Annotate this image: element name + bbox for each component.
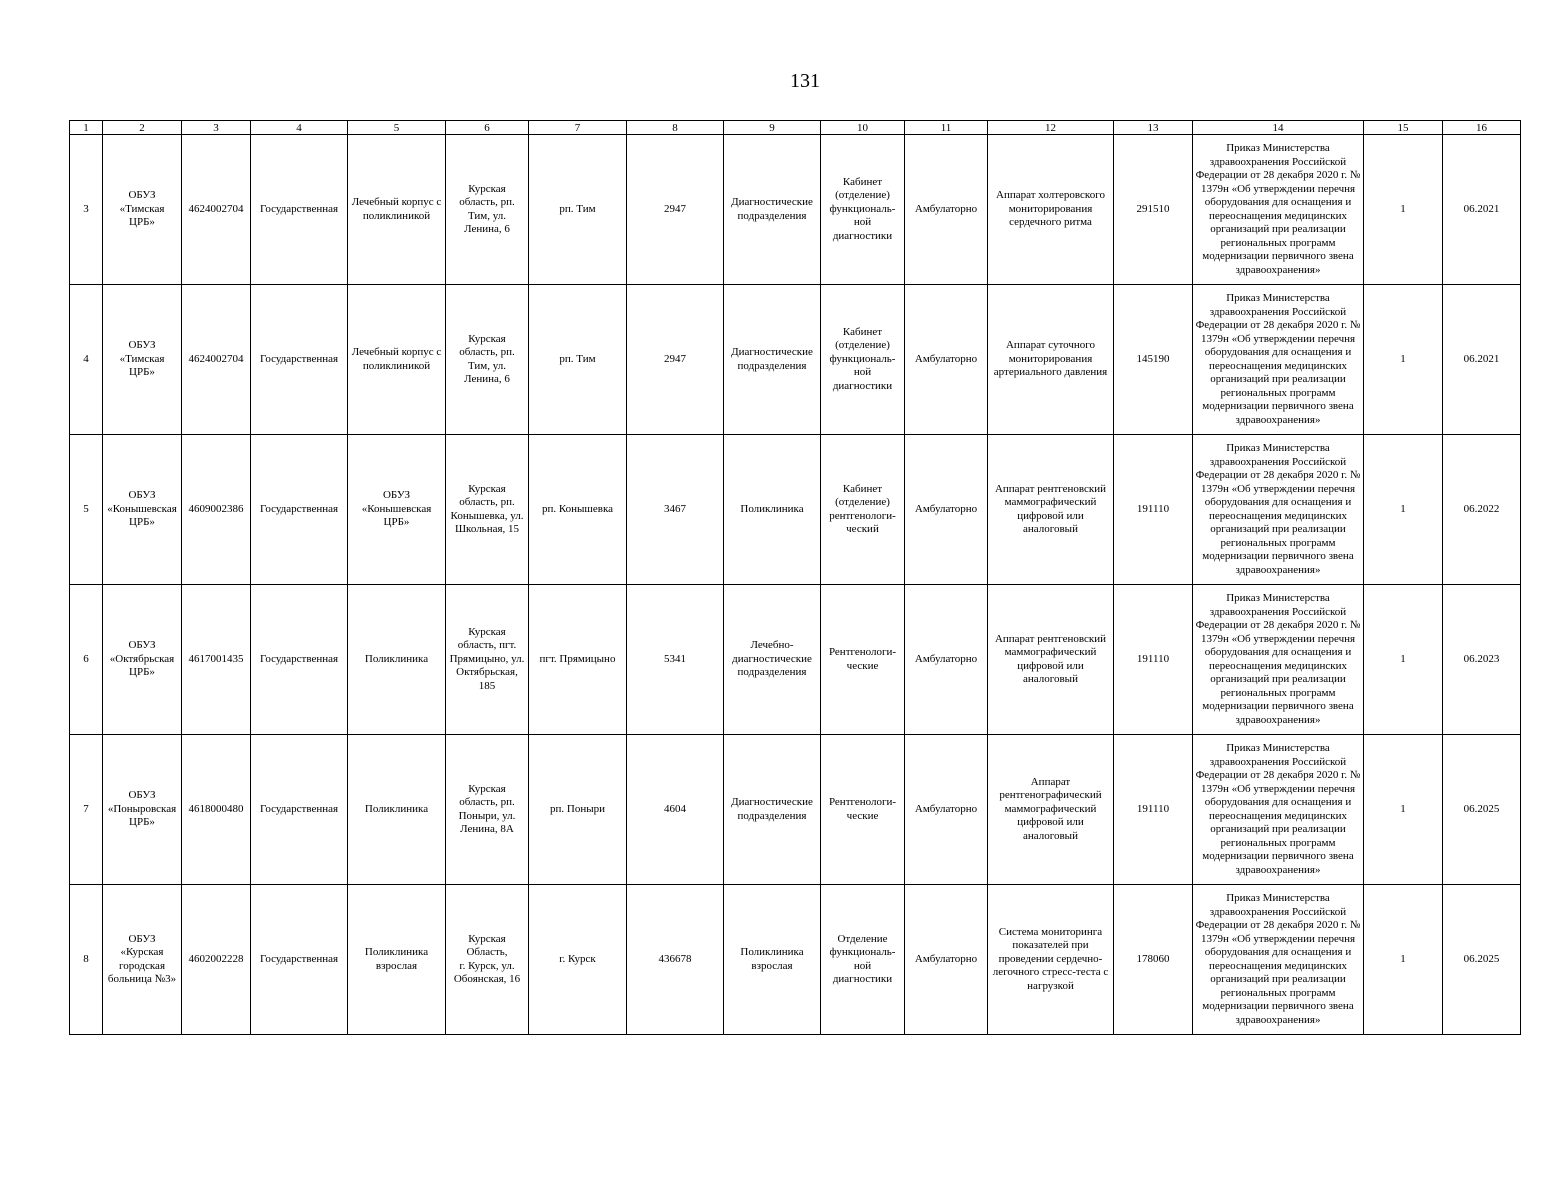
table-cell: Диагностические подразделения bbox=[724, 285, 821, 435]
table-cell: Государственная bbox=[251, 285, 348, 435]
table-cell: 3 bbox=[70, 135, 103, 285]
table-cell: Амбулаторно bbox=[905, 135, 988, 285]
table-cell: Аппарат рентгенографический маммографический цифровой или аналоговый bbox=[988, 735, 1114, 885]
table-header bbox=[70, 121, 1521, 135]
col-header: 10 bbox=[821, 121, 905, 135]
table-cell: 1 bbox=[1364, 585, 1443, 735]
table-cell: Курская область, рп. Конышевка, ул. Школьная, 15 bbox=[446, 435, 529, 585]
table-cell: 06.2023 bbox=[1443, 585, 1521, 735]
table-cell: Государственная bbox=[251, 135, 348, 285]
table-cell: Лечебно- диагностические подразделения bbox=[724, 585, 821, 735]
table-cell: ОБУЗ «Тимская ЦРБ» bbox=[103, 285, 182, 435]
table-cell: 4618000480 bbox=[182, 735, 251, 885]
table-cell: Курская Область, г. Курск, ул. Обоянская, 16 bbox=[446, 885, 529, 1035]
table-cell: Государственная bbox=[251, 435, 348, 585]
table-row bbox=[70, 585, 1521, 735]
table-cell: Амбулаторно bbox=[905, 435, 988, 585]
col-header: 6 bbox=[446, 121, 529, 135]
table-row bbox=[70, 735, 1521, 885]
table-cell: 191110 bbox=[1114, 735, 1193, 885]
header-row bbox=[70, 121, 1521, 135]
table-cell: Лечебный корпус с поликлиникой bbox=[348, 285, 446, 435]
table-cell: 2947 bbox=[627, 135, 724, 285]
table-cell: 06.2025 bbox=[1443, 885, 1521, 1035]
table-cell: пгт. Прямицыно bbox=[529, 585, 627, 735]
table-cell: 2947 bbox=[627, 285, 724, 435]
table-cell: 06.2022 bbox=[1443, 435, 1521, 585]
table-cell: Амбулаторно bbox=[905, 885, 988, 1035]
col-header: 5 bbox=[348, 121, 446, 135]
table-cell: 3467 bbox=[627, 435, 724, 585]
col-header: 14 bbox=[1193, 121, 1364, 135]
table-cell: 178060 bbox=[1114, 885, 1193, 1035]
table-cell: ОБУЗ «Поныровская ЦРБ» bbox=[103, 735, 182, 885]
table-cell: 4609002386 bbox=[182, 435, 251, 585]
col-header: 4 bbox=[251, 121, 348, 135]
table-cell: Аппарат рентгеновский маммографический цифровой или аналоговый bbox=[988, 585, 1114, 735]
table-cell: Государственная bbox=[251, 585, 348, 735]
table-cell: Амбулаторно bbox=[905, 735, 988, 885]
table-cell: ОБУЗ «Конышевская ЦРБ» bbox=[103, 435, 182, 585]
table-cell: Поликлиника bbox=[348, 735, 446, 885]
table-cell: ОБУЗ «Октябрьская ЦРБ» bbox=[103, 585, 182, 735]
table-cell: Курская область, рп. Поныри, ул. Ленина, 8А bbox=[446, 735, 529, 885]
table-cell: Приказ Министерства здравоохранения Российской Федерации от 28 декабря 2020 г. № 1379н «Об утверждении перечня оборудования для оснащения и переоснащения медицинских организаций при реализации региональных программ модернизации первичного звена здравоохранения» bbox=[1193, 435, 1364, 585]
table-cell: Кабинет (отделение) функциональ- ной диагностики bbox=[821, 285, 905, 435]
table-cell: Курская область, рп. Тим, ул. Ленина, 6 bbox=[446, 135, 529, 285]
table-cell: Рентгенологи- ческие bbox=[821, 585, 905, 735]
col-header: 16 bbox=[1443, 121, 1521, 135]
table-cell: 4617001435 bbox=[182, 585, 251, 735]
col-header: 13 bbox=[1114, 121, 1193, 135]
table-cell: Приказ Министерства здравоохранения Российской Федерации от 28 декабря 2020 г. № 1379н «Об утверждении перечня оборудования для оснащения и переоснащения медицинских организаций при реализации региональных программ модернизации первичного звена здравоохранения» bbox=[1193, 585, 1364, 735]
page-number: 131 bbox=[790, 70, 820, 92]
table-cell: Приказ Министерства здравоохранения Российской Федерации от 28 декабря 2020 г. № 1379н «Об утверждении перечня оборудования для оснащения и переоснащения медицинских организаций при реализации региональных программ модернизации первичного звена здравоохранения» bbox=[1193, 135, 1364, 285]
table-cell: 06.2021 bbox=[1443, 135, 1521, 285]
table-cell: 4 bbox=[70, 285, 103, 435]
table-cell: 4604 bbox=[627, 735, 724, 885]
table-cell: Поликлиника взрослая bbox=[724, 885, 821, 1035]
table-cell: Кабинет (отделение) рентгенологи- ческий bbox=[821, 435, 905, 585]
table-cell: Государственная bbox=[251, 885, 348, 1035]
table-cell: Аппарат суточного мониторирования артериального давления bbox=[988, 285, 1114, 435]
col-header: 9 bbox=[724, 121, 821, 135]
col-header: 8 bbox=[627, 121, 724, 135]
col-header: 15 bbox=[1364, 121, 1443, 135]
table-cell: Поликлиника взрослая bbox=[348, 885, 446, 1035]
table-cell: Поликлиника bbox=[724, 435, 821, 585]
table-cell: Амбулаторно bbox=[905, 585, 988, 735]
table-cell: 6 bbox=[70, 585, 103, 735]
table-cell: 191110 bbox=[1114, 435, 1193, 585]
table-cell: Кабинет (отделение) функциональ- ной диагностики bbox=[821, 135, 905, 285]
table-cell: 5 bbox=[70, 435, 103, 585]
col-header: 12 bbox=[988, 121, 1114, 135]
table-cell: Диагностические подразделения bbox=[724, 135, 821, 285]
table-body bbox=[70, 135, 1521, 1035]
col-header: 3 bbox=[182, 121, 251, 135]
table-cell: 145190 bbox=[1114, 285, 1193, 435]
table-cell: ОБУЗ «Тимская ЦРБ» bbox=[103, 135, 182, 285]
col-header: 2 bbox=[103, 121, 182, 135]
table-cell: Приказ Министерства здравоохранения Российской Федерации от 28 декабря 2020 г. № 1379н «Об утверждении перечня оборудования для оснащения и переоснащения медицинских организаций при реализации региональных программ модернизации первичного звена здравоохранения» bbox=[1193, 735, 1364, 885]
table-cell: Лечебный корпус с поликлиникой bbox=[348, 135, 446, 285]
table-row bbox=[70, 135, 1521, 285]
table-row bbox=[70, 885, 1521, 1035]
table-cell: Курская область, рп. Тим, ул. Ленина, 6 bbox=[446, 285, 529, 435]
table-cell: Рентгенологи- ческие bbox=[821, 735, 905, 885]
table-cell: 5341 bbox=[627, 585, 724, 735]
col-header: 1 bbox=[70, 121, 103, 135]
table-cell: г. Курск bbox=[529, 885, 627, 1035]
col-header: 7 bbox=[529, 121, 627, 135]
col-header: 11 bbox=[905, 121, 988, 135]
table-cell: рп. Тим bbox=[529, 135, 627, 285]
table-row bbox=[70, 435, 1521, 585]
table-cell: Амбулаторно bbox=[905, 285, 988, 435]
table-cell: Приказ Министерства здравоохранения Российской Федерации от 28 декабря 2020 г. № 1379н «Об утверждении перечня оборудования для оснащения и переоснащения медицинских организаций при реализации региональных программ модернизации первичного звена здравоохранения» bbox=[1193, 885, 1364, 1035]
table-cell: 191110 bbox=[1114, 585, 1193, 735]
table-cell: Аппарат рентгеновский маммографический цифровой или аналоговый bbox=[988, 435, 1114, 585]
table-row bbox=[70, 285, 1521, 435]
table-cell: 8 bbox=[70, 885, 103, 1035]
table-cell: 06.2021 bbox=[1443, 285, 1521, 435]
table-cell: Поликлиника bbox=[348, 585, 446, 735]
table-cell: Система мониторинга показателей при проведении сердечно-легочного стресс-теста с нагрузкой bbox=[988, 885, 1114, 1035]
table-cell: ОБУЗ «Конышевская ЦРБ» bbox=[348, 435, 446, 585]
table-cell: Приказ Министерства здравоохранения Российской Федерации от 28 декабря 2020 г. № 1379н «Об утверждении перечня оборудования для оснащения и переоснащения медицинских организаций при реализации региональных программ модернизации первичного звена здравоохранения» bbox=[1193, 285, 1364, 435]
table-cell: Отделение функциональ- ной диагностики bbox=[821, 885, 905, 1035]
table-cell: 4624002704 bbox=[182, 135, 251, 285]
table-cell: 7 bbox=[70, 735, 103, 885]
table-cell: 4624002704 bbox=[182, 285, 251, 435]
table-cell: Аппарат холтеровского мониторирования сердечного ритма bbox=[988, 135, 1114, 285]
table-cell: 4602002228 bbox=[182, 885, 251, 1035]
table-cell: 1 bbox=[1364, 285, 1443, 435]
table-cell: 436678 bbox=[627, 885, 724, 1035]
table-cell: 06.2025 bbox=[1443, 735, 1521, 885]
table-cell: рп. Поныри bbox=[529, 735, 627, 885]
table-cell: 291510 bbox=[1114, 135, 1193, 285]
table-cell: рп. Конышевка bbox=[529, 435, 627, 585]
equipment-table bbox=[69, 120, 1521, 1035]
table-cell: Государственная bbox=[251, 735, 348, 885]
table-cell: 1 bbox=[1364, 735, 1443, 885]
table-cell: ОБУЗ «Курская городская больница №3» bbox=[103, 885, 182, 1035]
table-cell: 1 bbox=[1364, 885, 1443, 1035]
table-cell: Диагностические подразделения bbox=[724, 735, 821, 885]
table-cell: Курская область, пгт. Прямицыно, ул. Октябрьская, 185 bbox=[446, 585, 529, 735]
table-cell: рп. Тим bbox=[529, 285, 627, 435]
table-cell: 1 bbox=[1364, 135, 1443, 285]
table-cell: 1 bbox=[1364, 435, 1443, 585]
